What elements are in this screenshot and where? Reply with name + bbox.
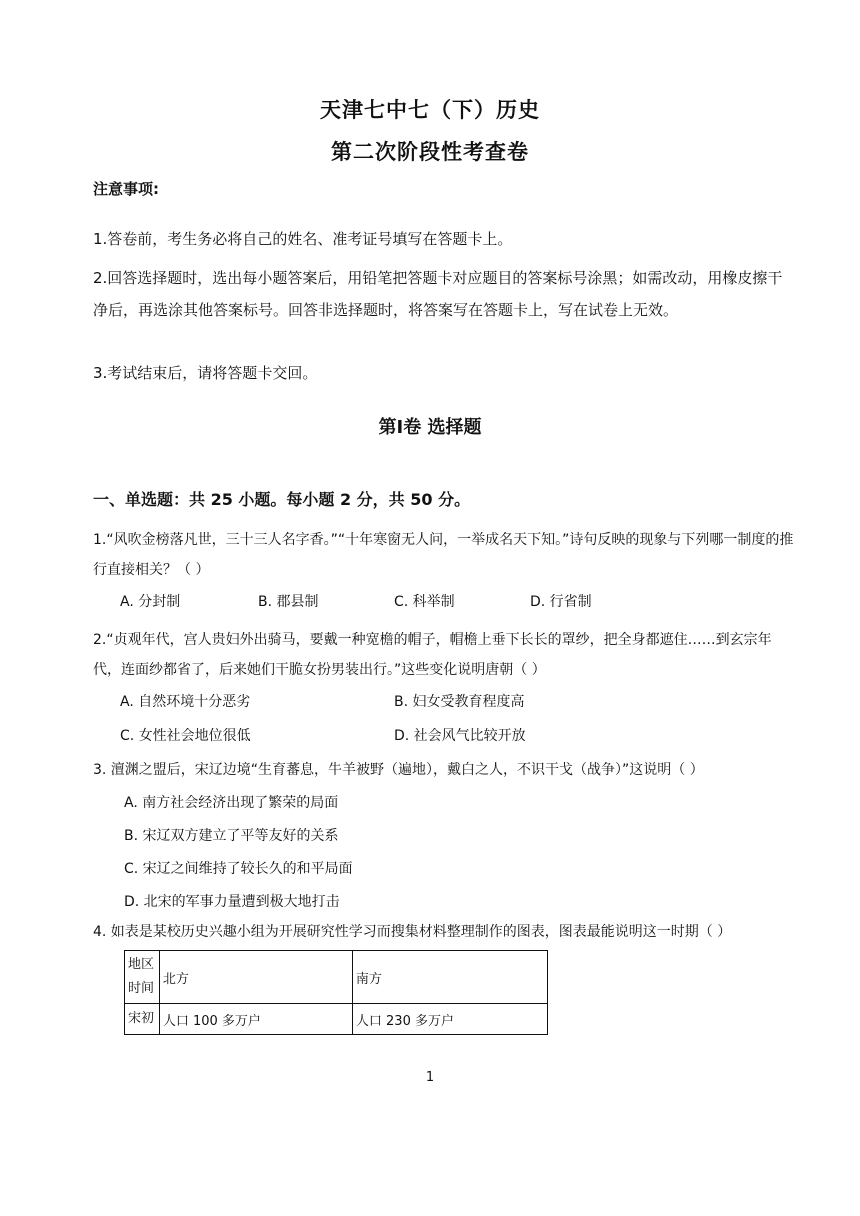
question-3-option-b: B. 宋辽双方建立了平等友好的关系 [124,828,339,844]
population-table [124,950,548,1035]
table-corner-time: 时间 [128,981,155,996]
page-number: 1 [425,1070,435,1085]
question-1-stem: 1.“风吹金榜落凡世，三十三人名字香。”“十年寒窗无人问，一举成名天下知。”诗句反映的现象与下列哪一制度的推行直接相关？（ ） [93,532,794,578]
notice-item-1: 1.答卷前，考生务必将自己的姓名、准考证号填写在答题卡上。 [93,230,513,248]
question-1-option-b: B. 郡县制 [258,594,319,610]
table-header-north: 北方 [159,951,352,1004]
section-title: 第Ⅰ卷 选择题 [378,417,482,438]
question-2-option-d: D. 社会风气比较开放 [394,728,526,744]
question-3-option-c: C. 宋辽之间维持了较长久的和平局面 [124,861,353,877]
table-corner-region: 地区 [128,957,155,972]
question-2-stem: 2.“贞观年代，宫人贵妇外出骑马，要戴一种宽檐的帽子，帽檐上垂下长长的罩纱，把全身都遮住……到玄宗年代，连面纱都省了，后来她们干脆女扮男装出行。”这些变化说明唐朝（ ） [93,632,772,678]
question-1-option-d: D. 行省制 [530,594,592,610]
question-1-option-c: C. 科举制 [394,594,455,610]
exam-title: 天津七中七（下）历史 [320,98,540,122]
question-2-option-c: C. 女性社会地位很低 [120,728,251,744]
table-header-row [125,951,548,1004]
question-2-option-b: B. 妇女受教育程度高 [394,694,525,710]
question-3-option-d: D. 北宋的军事力量遭到极大地打击 [124,894,340,910]
question-1-option-a: A. 分封制 [120,594,181,610]
table-row [125,1004,548,1035]
question-3-option-a: A. 南方社会经济出现了繁荣的局面 [124,795,339,811]
question-4-stem: 4. 如表是某校历史兴趣小组为开展研究性学习而搜集材料整理制作的图表，图表最能说明这一时期（ ） [93,924,732,940]
question-3-stem: 3. 澶渊之盟后，宋辽边境“生育蕃息，牛羊被野（遍地），戴白之人，不识干戈（战争）”这说明（ ） [93,762,704,778]
table-cell-north: 人口 100 多万户 [159,1004,352,1035]
notice-heading: 注意事项: [93,180,159,198]
table-row-label: 宋初 [125,1004,160,1035]
table-cell-south: 人口 230 多万户 [352,1004,547,1035]
table-header-south: 南方 [352,951,547,1004]
exam-subtitle: 第二次阶段性考查卷 [331,140,529,164]
notice-item-2: 2.回答选择题时，选出每小题答案后，用铅笔把答题卡对应题目的答案标号涂黑；如需改动，用橡皮擦干净后，再选涂其他答案标号。回答非选择题时，将答案写在答题卡上，写在试卷上无效。 [93,269,783,319]
question-2-option-a: A. 自然环境十分恶劣 [120,694,251,710]
part-heading: 一、单选题：共 25 小题。每小题 2 分，共 50 分。 [93,490,471,509]
table-corner-cell [125,951,160,1004]
notice-item-3: 3.考试结束后，请将答题卡交回。 [93,364,318,382]
